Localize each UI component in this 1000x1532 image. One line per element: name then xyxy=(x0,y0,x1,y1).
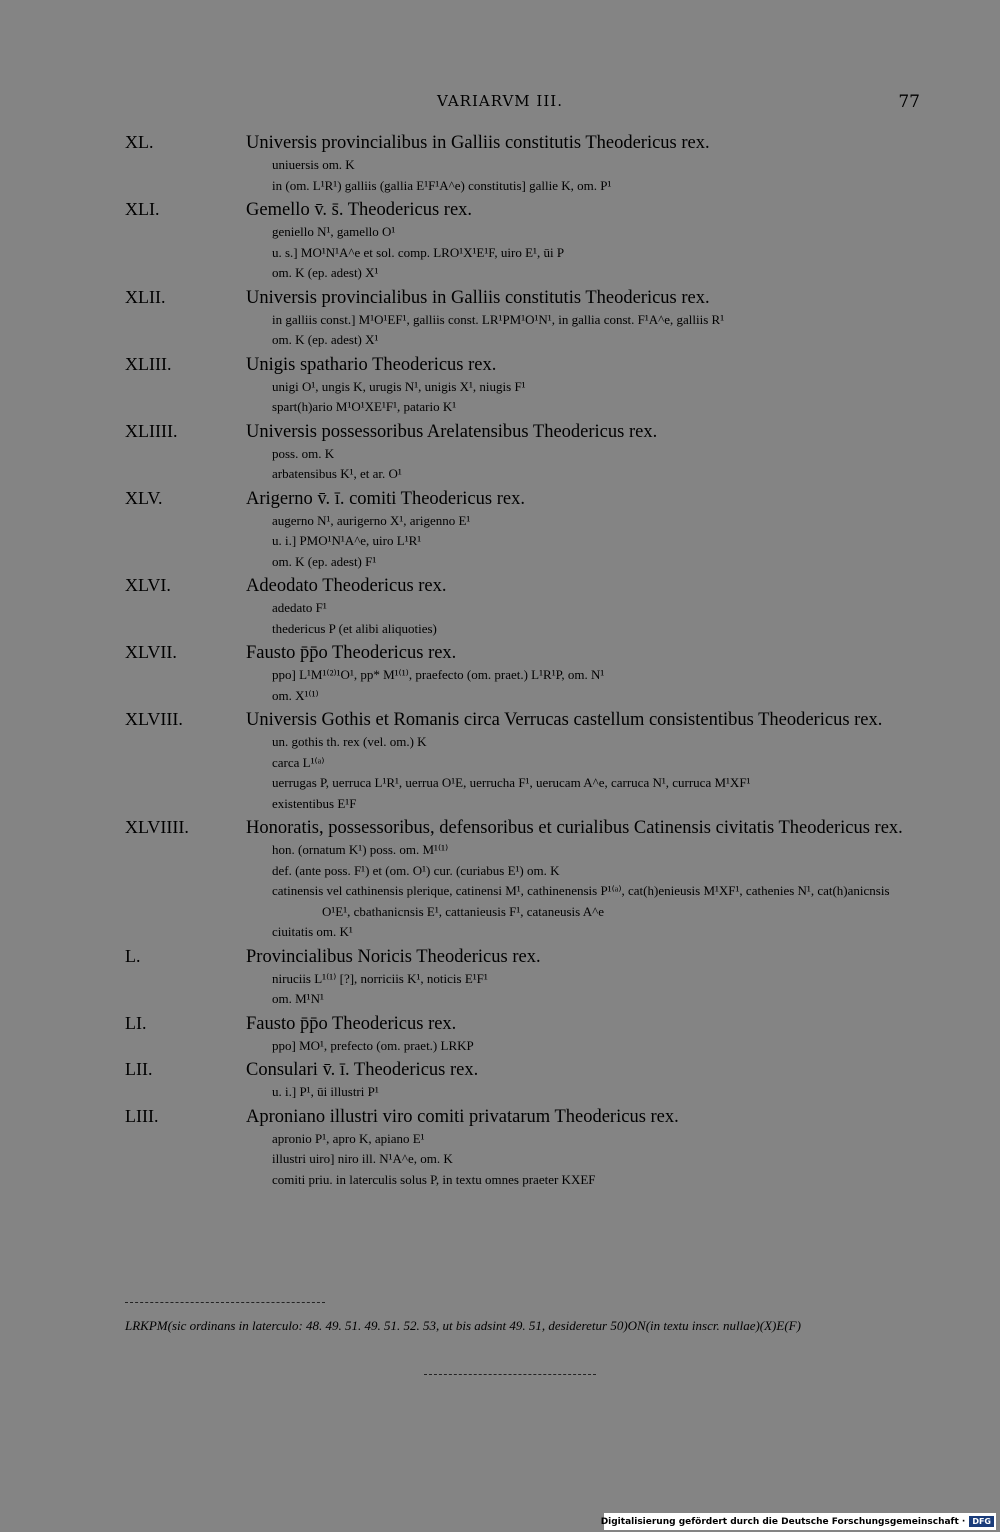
apparatus xyxy=(272,1129,916,1191)
bottom-rule xyxy=(424,1374,596,1375)
apparatus-note: poss. om. K xyxy=(272,445,335,461)
entry-number: LI. xyxy=(125,1012,147,1033)
apparatus xyxy=(272,732,916,814)
apparatus-note: hon. (ornatum K¹) poss. om. M¹⁽¹⁾ xyxy=(272,842,449,857)
apparatus-note: u. i.] P¹, ūi illustri P¹ xyxy=(272,1084,379,1099)
entry xyxy=(0,1013,1000,1057)
entry-heading: Honoratis, possessoribus, defensoribus et curialibus Catinensis civitatis Theodericus rex. xyxy=(246,818,903,838)
entry-heading: Aproniano illustri viro comiti privatarum Theodericus rex. xyxy=(246,1106,679,1127)
entry-heading: Consulari v̄. ī. Theodericus rex. xyxy=(246,1060,479,1080)
entry xyxy=(0,817,1000,943)
letter-index xyxy=(0,132,1000,1190)
apparatus xyxy=(272,377,916,418)
apparatus-note: om. K (ep. adest) X¹ xyxy=(272,265,379,280)
entry-number: XLIIII. xyxy=(125,420,178,441)
apparatus-note: u. s.] MO¹N¹A^e et sol. comp. LRO¹X¹E¹F, uiro E¹, ūi P xyxy=(272,244,565,260)
entry-number: XLIII. xyxy=(125,353,172,374)
entry xyxy=(0,709,1000,814)
page-number: 77 xyxy=(898,92,920,112)
entry xyxy=(0,488,1000,573)
entry-heading: Fausto p̄p̄o Theodericus rex. xyxy=(246,643,457,663)
entry-heading: Universis provincialibus in Galliis constitutis Theodericus rex. xyxy=(246,287,710,308)
dfg-logo: DFG xyxy=(969,1516,994,1527)
entry-heading: Unigis spathario Theodericus rex. xyxy=(246,354,497,375)
apparatus xyxy=(272,222,916,284)
entry-number: XLVIII. xyxy=(125,709,183,729)
entry xyxy=(0,946,1000,1010)
entry-heading: Universis provincialibus in Galliis constitutis Theodericus rex. xyxy=(246,133,710,153)
entry-heading: Provincialibus Noricis Theodericus rex. xyxy=(246,946,541,967)
entry-number: L. xyxy=(125,945,141,966)
footnote: LRKPM(sic ordinans in laterculo: 48. 49. 51. 49. 51. 52. 53, ut bis adsint 49. 51, desideretur 50)ON(in textu inscr. nullae)(X)E(F) xyxy=(125,1318,801,1333)
footnote-rule xyxy=(125,1302,325,1303)
apparatus-note: uniuersis om. K xyxy=(272,157,355,172)
entry-number: XLII. xyxy=(125,286,166,307)
apparatus-note: def. (ante poss. F¹) et (om. O¹) cur. (curiabus E¹) om. K xyxy=(272,862,560,878)
apparatus-note: unigi O¹, ungis K, urugis N¹, unigis X¹, niugis F¹ xyxy=(272,378,526,394)
apparatus-note: om. K (ep. adest) X¹ xyxy=(272,332,379,347)
apparatus-note: geniello N¹, gamello O¹ xyxy=(272,224,396,239)
apparatus-note: thedericus P (et alibi aliquoties) xyxy=(272,620,437,636)
apparatus xyxy=(272,969,916,1010)
apparatus xyxy=(272,444,916,485)
entry-heading: Adeodato Theodericus rex. xyxy=(246,576,447,596)
apparatus-note: om. K (ep. adest) F¹ xyxy=(272,553,377,569)
apparatus-note: om. M¹N¹ xyxy=(272,991,324,1006)
apparatus-note: existentibus E¹F xyxy=(272,795,357,811)
apparatus-note: carca L¹⁽ᵃ⁾ xyxy=(272,754,325,770)
entry-number: XLVI. xyxy=(125,575,171,595)
entry xyxy=(0,421,1000,485)
apparatus xyxy=(272,1036,916,1057)
entry-number: LIII. xyxy=(125,1105,159,1126)
entry-number: XLV. xyxy=(125,487,163,508)
entry-number: XL. xyxy=(125,132,154,152)
entry-heading: Arigerno v̄. ī. comiti Theodericus rex. xyxy=(246,488,525,509)
apparatus-note: ppo] MO¹, prefecto (om. praet.) LRKP xyxy=(272,1037,474,1053)
entry xyxy=(0,642,1000,706)
entry xyxy=(0,1106,1000,1191)
apparatus xyxy=(272,840,916,943)
entry-heading: Gemello v̄. s̄. Theodericus rex. xyxy=(246,200,473,220)
apparatus-note: in galliis const.] M¹O¹EF¹, galliis const. LR¹PM¹O¹N¹, in gallia const. F¹A^e, galliis R¹ xyxy=(272,311,725,327)
apparatus-note: uerrugas P, uerruca L¹R¹, uerrua O¹E, uerrucha F¹, uerucam A^e, carruca N¹, curruca M¹XF¹ xyxy=(272,775,751,790)
entry xyxy=(0,575,1000,639)
digitization-credit[interactable] xyxy=(600,1513,996,1530)
apparatus-note: un. gothis th. rex (vel. om.) K xyxy=(272,734,427,749)
apparatus xyxy=(272,155,916,196)
entry xyxy=(0,354,1000,418)
apparatus xyxy=(272,310,916,351)
entry-number: XLVII. xyxy=(125,642,177,662)
entry xyxy=(0,132,1000,196)
running-header xyxy=(0,92,1000,116)
apparatus-note: niruciis L¹⁽¹⁾ [?], norriciis K¹, noticis E¹F¹ xyxy=(272,970,488,986)
credit-text: Digitalisierung gefördert durch die Deutsche Forschungsgemeinschaft · xyxy=(600,1516,966,1527)
apparatus-note: spart(h)ario M¹O¹XE¹F¹, patario K¹ xyxy=(272,399,457,414)
apparatus-note: ppo] L¹M¹⁽²⁾¹O¹, pp* M¹⁽¹⁾, praefecto (om. praet.) L¹R¹P, om. N¹ xyxy=(272,667,605,682)
entry-number: LII. xyxy=(125,1059,153,1079)
entry xyxy=(0,199,1000,284)
apparatus-note: catinensis vel cathinensis plerique, catinensi M¹, cathinenensis P¹⁽ᵃ⁾, cat(h)enieusis M¹XF¹, cathenies N¹, cat(h)anicnsis O¹E¹, cbathanicnsis E¹, cattanieusis F¹, cataneusis A^e xyxy=(272,883,890,919)
entry-heading: Fausto p̄p̄o Theodericus rex. xyxy=(246,1013,457,1034)
apparatus-note: comiti priu. in laterculis solus P, in textu omnes praeter KXEF xyxy=(272,1171,596,1187)
entry-number: XLI. xyxy=(125,199,160,219)
apparatus-note: apronio P¹, apro K, apiano E¹ xyxy=(272,1130,425,1146)
apparatus-note: in (om. L¹R¹) galliis (gallia E¹F¹A^e) constitutis] gallie K, om. P¹ xyxy=(272,177,612,193)
running-title: VARIARVM III. xyxy=(437,92,563,110)
apparatus xyxy=(272,665,916,706)
apparatus-note: ciuitatis om. K¹ xyxy=(272,924,353,939)
apparatus-note: om. X¹⁽¹⁾ xyxy=(272,687,319,703)
apparatus xyxy=(272,598,916,639)
apparatus-note: adedato F¹ xyxy=(272,600,327,615)
apparatus-note: illustri uiro] niro ill. N¹A^e, om. K xyxy=(272,1151,453,1166)
entry xyxy=(0,1059,1000,1103)
entry-heading: Universis possessoribus Arelatensibus Theodericus rex. xyxy=(246,421,658,442)
apparatus-note: u. i.] PMO¹N¹A^e, uiro L¹R¹ xyxy=(272,533,422,548)
apparatus-note: arbatensibus K¹, et ar. O¹ xyxy=(272,466,402,481)
apparatus xyxy=(272,511,916,573)
apparatus xyxy=(272,1082,916,1103)
entry-number: XLVIIII. xyxy=(125,817,189,837)
entry-heading: Universis Gothis et Romanis circa Verrucas castellum consistentibus Theodericus rex. xyxy=(246,710,883,730)
apparatus-note: augerno N¹, aurigerno X¹, arigenno E¹ xyxy=(272,512,471,528)
entry xyxy=(0,287,1000,351)
